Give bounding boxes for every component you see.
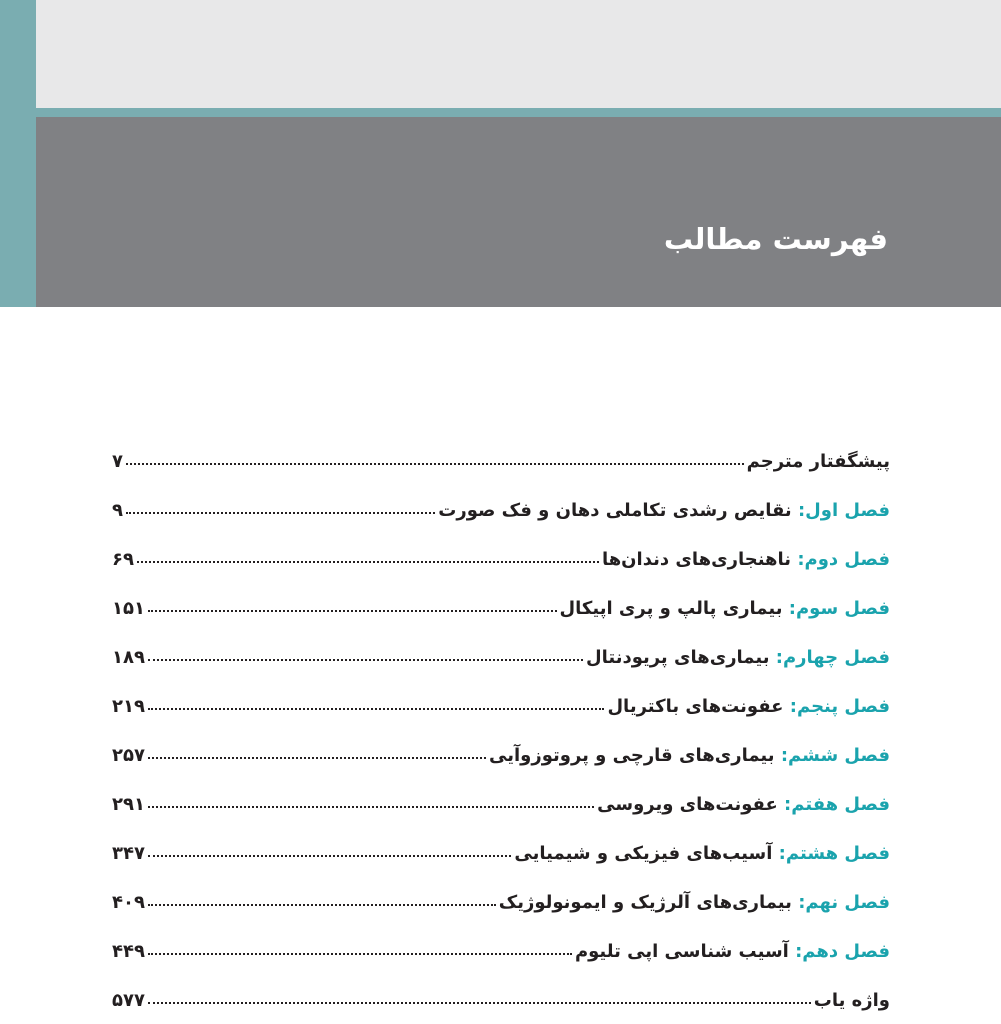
chapter-label: فصل هفتم:	[784, 794, 890, 815]
chapter-label: فصل هشتم:	[778, 843, 890, 864]
toc-entry-title: آسیب‌های فیزیکی و شیمیایی	[514, 843, 773, 864]
toc-entry-preface[interactable]	[112, 432, 890, 472]
toc-page-number: ۲۵۷	[112, 745, 145, 766]
dot-leader	[148, 806, 594, 808]
toc-entry-title: واژه یاب	[813, 990, 890, 1011]
toc-page-number: ۲۹۱	[112, 794, 145, 815]
toc-entry-chapter-9[interactable]	[112, 873, 890, 913]
toc-entry-title: نقایص رشدی تکاملی دهان و فک صورت	[438, 500, 792, 521]
toc-page-number: ۱۵۱	[112, 598, 145, 619]
toc-entry-chapter-4[interactable]	[112, 628, 890, 668]
toc-page-number: ۱۸۹	[112, 647, 145, 668]
toc-page-number: ۷	[112, 451, 123, 472]
dot-leader	[148, 757, 486, 759]
title-band	[36, 117, 1001, 307]
toc-page-number: ۴۰۹	[112, 892, 145, 913]
dot-leader	[148, 904, 496, 906]
dot-leader	[126, 463, 744, 465]
chapter-label: فصل سوم:	[788, 598, 890, 619]
dot-leader	[148, 708, 604, 710]
toc-entry-title: عفونت‌های باکتریال	[607, 696, 784, 717]
toc-page-number: ۴۴۹	[112, 941, 145, 962]
toc-page-number: ۳۴۷	[112, 843, 145, 864]
dot-leader	[148, 855, 511, 857]
toc-entry-index[interactable]	[112, 971, 890, 1011]
toc-entry-chapter-3[interactable]	[112, 579, 890, 619]
toc-entry-title: آسیب شناسی اپی تلیوم	[574, 941, 789, 962]
toc-entry-chapter-2[interactable]	[112, 530, 890, 570]
page-title: فهرست مطالب	[663, 222, 888, 256]
dot-leader	[126, 512, 435, 514]
top-margin-band	[36, 0, 1001, 108]
toc-entry-chapter-10[interactable]	[112, 922, 890, 962]
accent-divider	[36, 108, 1001, 117]
chapter-label: فصل ششم:	[780, 745, 890, 766]
toc-entry-title: عفونت‌های ویروسی	[597, 794, 778, 815]
toc-entry-title: بیماری‌های آلرژیک و ایمونولوژیک	[498, 892, 792, 913]
toc-entry-title: ناهنجاری‌های دندان‌ها	[601, 549, 792, 570]
dot-leader	[137, 561, 599, 563]
toc-entry-chapter-7[interactable]	[112, 775, 890, 815]
dot-leader	[148, 953, 572, 955]
toc-page-number: ۵۷۷	[112, 990, 145, 1011]
dot-leader	[148, 1002, 811, 1004]
dot-leader	[148, 610, 557, 612]
toc-page-number: ۲۱۹	[112, 696, 145, 717]
toc-entry-title: بیماری‌های پریودنتال	[585, 647, 770, 668]
dot-leader	[148, 659, 583, 661]
toc-entry-chapter-8[interactable]	[112, 824, 890, 864]
toc-page-number: ۶۹	[112, 549, 134, 570]
toc-entry-chapter-1[interactable]	[112, 481, 890, 521]
toc-entry-title: پیشگفتار مترجم	[746, 451, 890, 472]
toc-entry-chapter-5[interactable]	[112, 677, 890, 717]
toc-entry-title: بیماری پالپ و پری اپیکال	[559, 598, 783, 619]
chapter-label: فصل دهم:	[795, 941, 890, 962]
chapter-label: فصل نهم:	[798, 892, 890, 913]
chapter-label: فصل چهارم:	[775, 647, 890, 668]
chapter-label: فصل دوم:	[797, 549, 890, 570]
toc-entry-title: بیماری‌های قارچی و پروتوزوآیی	[489, 745, 775, 766]
toc-entry-chapter-6[interactable]	[112, 726, 890, 766]
chapter-label: فصل پنجم:	[789, 696, 890, 717]
toc-page-number: ۹	[112, 500, 123, 521]
left-accent-strip	[0, 0, 36, 307]
chapter-label: فصل اول:	[797, 500, 890, 521]
